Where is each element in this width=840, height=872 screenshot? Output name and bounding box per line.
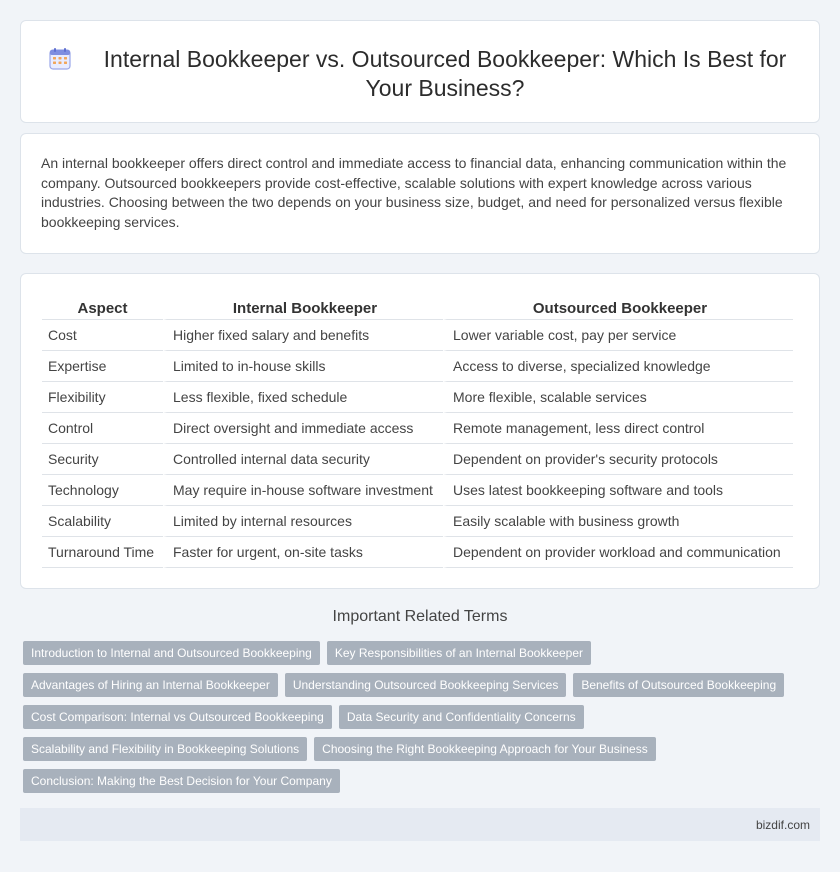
related-term-tag[interactable]: Choosing the Right Bookkeeping Approach for Your Business	[314, 737, 656, 761]
column-header-aspect: Aspect	[42, 294, 163, 320]
footer-site-link[interactable]: bizdif.com	[755, 818, 810, 832]
intro-card	[20, 133, 820, 254]
cell-aspect: Technology	[42, 475, 163, 506]
cell-aspect: Cost	[42, 320, 163, 351]
footer	[20, 808, 820, 841]
cell-internal: Direct oversight and immediate access	[163, 413, 443, 444]
related-term-tag[interactable]: Understanding Outsourced Bookkeeping Services	[285, 673, 567, 697]
comparison-table	[42, 294, 793, 568]
table-row	[42, 382, 793, 413]
cell-outsourced: Dependent on provider workload and communication	[443, 537, 793, 568]
table-row	[42, 475, 793, 506]
table-row	[42, 351, 793, 382]
intro-text: An internal bookkeeper offers direct control and immediate access to financial data, enhancing communication within the company. Outsourced bookkeepers provide cost-effective, scalable solutions with expert knowledge across various industries. Choosing between the two depends on your business size, budget, and need for personalized versus flexible bookkeeping services.	[41, 155, 787, 230]
cell-outsourced: Easily scalable with business growth	[443, 506, 793, 537]
cell-outsourced: Dependent on provider's security protocols	[443, 444, 793, 475]
table-row	[42, 320, 793, 351]
related-terms-heading: Important Related Terms	[332, 608, 508, 625]
cell-outsourced: Lower variable cost, pay per service	[443, 320, 793, 351]
title-card	[20, 20, 820, 123]
cell-internal: Less flexible, fixed schedule	[163, 382, 443, 413]
cell-aspect: Control	[42, 413, 163, 444]
related-term-tag[interactable]: Conclusion: Making the Best Decision for Your Company	[23, 769, 340, 793]
column-header-outsourced: Outsourced Bookkeeper	[443, 294, 793, 320]
column-header-internal: Internal Bookkeeper	[163, 294, 443, 320]
table-row	[42, 537, 793, 568]
related-term-tag[interactable]: Scalability and Flexibility in Bookkeeping Solutions	[23, 737, 307, 761]
cell-internal: May require in-house software investment	[163, 475, 443, 506]
cell-internal: Limited to in-house skills	[163, 351, 443, 382]
related-term-tag[interactable]: Key Responsibilities of an Internal Bookkeeper	[327, 641, 591, 665]
cell-aspect: Expertise	[42, 351, 163, 382]
cell-internal: Controlled internal data security	[163, 444, 443, 475]
related-term-tag[interactable]: Advantages of Hiring an Internal Bookkeeper	[23, 673, 278, 697]
cell-outsourced: Uses latest bookkeeping software and tools	[443, 475, 793, 506]
cell-aspect: Flexibility	[42, 382, 163, 413]
calendar-icon	[48, 47, 72, 71]
page-title: Internal Bookkeeper vs. Outsourced Bookkeeper: Which Is Best for Your Business?	[103, 46, 787, 101]
table-row	[42, 444, 793, 475]
cell-internal: Faster for urgent, on-site tasks	[163, 537, 443, 568]
comparison-card	[20, 273, 820, 589]
related-term-tag[interactable]: Introduction to Internal and Outsourced Bookkeeping	[23, 641, 320, 665]
related-term-tag[interactable]: Benefits of Outsourced Bookkeeping	[573, 673, 784, 697]
cell-outsourced: Remote management, less direct control	[443, 413, 793, 444]
cell-internal: Limited by internal resources	[163, 506, 443, 537]
table-row	[42, 506, 793, 537]
cell-aspect: Turnaround Time	[42, 537, 163, 568]
related-term-tag[interactable]: Data Security and Confidentiality Concerns	[339, 705, 584, 729]
cell-outsourced: More flexible, scalable services	[443, 382, 793, 413]
cell-aspect: Scalability	[42, 506, 163, 537]
cell-internal: Higher fixed salary and benefits	[163, 320, 443, 351]
table-row	[42, 413, 793, 444]
related-term-tag[interactable]: Cost Comparison: Internal vs Outsourced Bookkeeping	[23, 705, 332, 729]
table-header-row	[42, 294, 793, 320]
cell-aspect: Security	[42, 444, 163, 475]
cell-outsourced: Access to diverse, specialized knowledge	[443, 351, 793, 382]
related-terms-list	[23, 641, 813, 793]
